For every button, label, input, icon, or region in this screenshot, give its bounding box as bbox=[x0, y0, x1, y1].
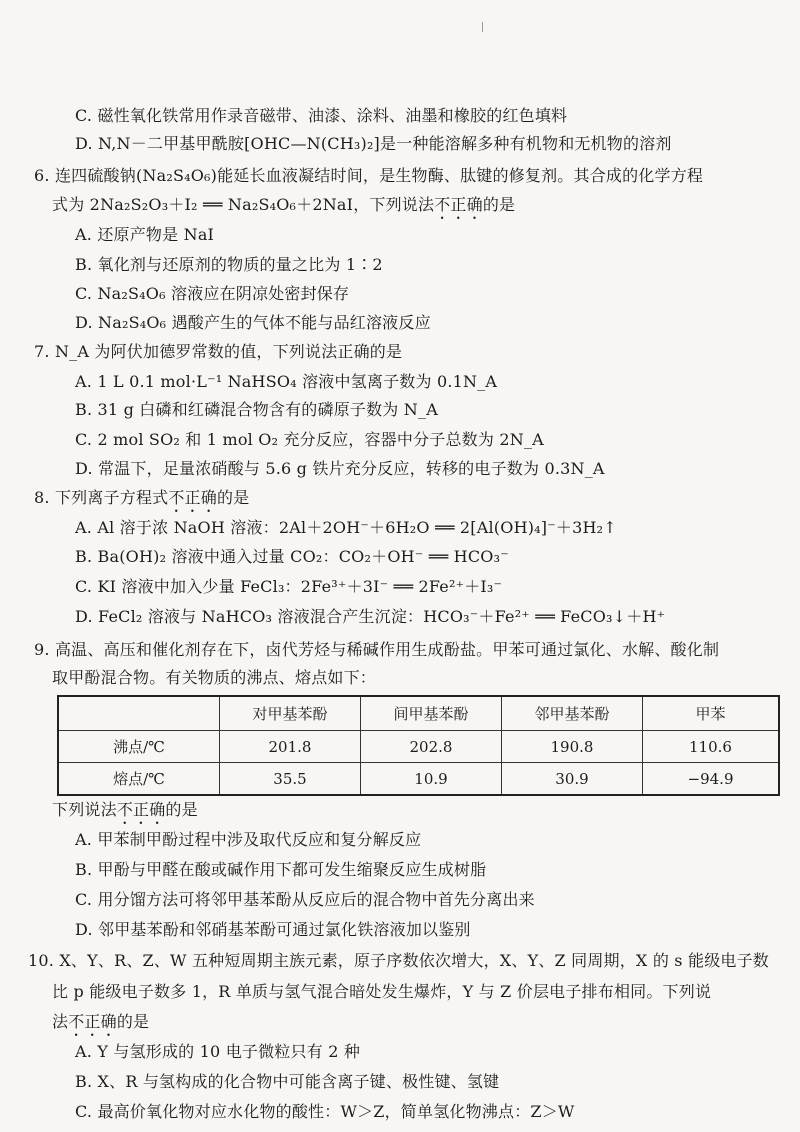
prev-option-d: D. N,N－二甲基甲酰胺[OHC—N(CH₃)₂]是一种能溶解多种有机物和无机物的溶剂 bbox=[75, 134, 672, 153]
q9-stem-suffix: 的是 bbox=[165, 800, 198, 819]
table-header-cell: 甲苯 bbox=[643, 696, 780, 731]
q6-stem-prefix: 式为 2Na₂S₂O₃＋I₂ ══ Na₂S₄O₆＋2NaI，下列说法 bbox=[52, 195, 435, 214]
table-header-cell: 邻甲基苯酚 bbox=[502, 696, 643, 731]
q9-stem-line2: 取甲酚混合物。有关物质的沸点、熔点如下： bbox=[52, 668, 377, 687]
q8-stem bbox=[34, 487, 249, 516]
table-header-cell: 间甲基苯酚 bbox=[361, 696, 502, 731]
q7-option-d: D. 常温下，足量浓硝酸与 5.6 g 铁片充分反应，转移的电子数为 0.3N_A bbox=[75, 459, 605, 478]
table-header-row bbox=[58, 696, 779, 731]
q8-stem-prefix: 8. 下列离子方程式 bbox=[34, 488, 169, 507]
q9-option-b: B. 甲酚与甲醛在酸或碱作用下都可发生缩聚反应生成树脂 bbox=[75, 860, 487, 879]
q8-option-a: A. Al 溶于浓 NaOH 溶液：2Al＋2OH⁻＋6H₂O ══ 2[Al(OH)₄]⁻＋3H₂↑ bbox=[75, 518, 617, 537]
q6-stem-suffix: 的是 bbox=[482, 195, 516, 214]
table-cell: 190.8 bbox=[502, 731, 643, 763]
table-cell: 202.8 bbox=[361, 731, 502, 763]
table-row bbox=[58, 763, 779, 796]
table-row-label: 熔点/℃ bbox=[58, 763, 220, 796]
q6-option-a: A. 还原产物是 NaI bbox=[75, 225, 215, 244]
q6-option-b: B. 氧化剂与还原剂的物质的量之比为 1∶2 bbox=[75, 255, 383, 274]
q6-option-d: D. Na₂S₄O₆ 遇酸产生的气体不能与品红溶液反应 bbox=[75, 313, 431, 332]
q9-stem-prefix: 下列说法 bbox=[52, 800, 117, 819]
q7-option-c: C. 2 mol SO₂ 和 1 mol O₂ 充分反应，容器中分子总数为 2N_A bbox=[75, 430, 544, 449]
prev-option-c: C. 磁性氧化铁常用作录音磁带、油漆、涂料、油墨和橡胶的红色填料 bbox=[75, 106, 568, 125]
q10-stem-line1: 10. X、Y、R、Z、W 五种短周期主族元素，原子序数依次增大，X、Y、Z 同周期，X 的 s 能级电子数 bbox=[28, 951, 769, 970]
table-row-label: 沸点/℃ bbox=[58, 731, 220, 763]
q6-stem-line1: 6. 连四硫酸钠(Na₂S₄O₆)能延长血液凝结时间，是生物酶、肽键的修复剂。其合成的化学方程 bbox=[34, 166, 704, 185]
q8-option-d: D. FeCl₂ 溶液与 NaHCO₃ 溶液混合产生沉淀：HCO₃⁻＋Fe²⁺ ══ FeCO₃↓＋H⁺ bbox=[75, 607, 666, 626]
q7-option-b: B. 31 g 白磷和红磷混合物含有的磷原子数为 N_A bbox=[75, 400, 438, 419]
q9-option-a: A. 甲苯制甲酚过程中涉及取代反应和复分解反应 bbox=[75, 830, 422, 849]
q6-stem-line2 bbox=[52, 194, 515, 223]
table-cell: 30.9 bbox=[502, 763, 643, 796]
q9-stem-line1: 9. 高温、高压和催化剂存在下，卤代芳烃与稀碱作用生成酚盐。甲苯可通过氯化、水解、酸化制 bbox=[34, 640, 720, 659]
q10-option-b: B. X、R 与氢构成的化合物中可能含离子键、极性键、氢键 bbox=[75, 1072, 500, 1091]
q10-option-a: A. Y 与氢形成的 10 电子微粒只有 2 种 bbox=[75, 1042, 361, 1061]
q8-option-c: C. KI 溶液中加入少量 FeCl₃：2Fe³⁺＋3I⁻ ══ 2Fe²⁺＋I₃⁻ bbox=[75, 577, 503, 596]
table-header-cell bbox=[58, 696, 220, 731]
q8-option-b: B. Ba(OH)₂ 溶液中通入过量 CO₂：CO₂＋OH⁻ ══ HCO₃⁻ bbox=[75, 547, 509, 566]
table-cell: 10.9 bbox=[361, 763, 502, 796]
q10-stem-suffix: 的是 bbox=[116, 1012, 150, 1031]
q8-stem-suffix: 的是 bbox=[216, 488, 250, 507]
q6-option-c: C. Na₂S₄O₆ 溶液应在阴凉处密封保存 bbox=[75, 284, 350, 303]
scan-mark bbox=[482, 22, 483, 32]
q10-option-c: C. 最高价氧化物对应水化物的酸性：W＞Z，简单氢化物沸点：Z＞W bbox=[75, 1102, 575, 1121]
q8-emphasis: 不正确 bbox=[168, 488, 217, 507]
q10-stem-line3 bbox=[52, 1011, 149, 1040]
q10-emphasis: 不正确 bbox=[68, 1012, 117, 1031]
q9-emphasis: 不正确 bbox=[116, 800, 166, 819]
q9-option-d: D. 邻甲基苯酚和邻硝基苯酚可通过氯化铁溶液加以鉴别 bbox=[75, 920, 471, 939]
table-cell: 201.8 bbox=[220, 731, 361, 763]
q10-stem-prefix: 法 bbox=[52, 1012, 69, 1031]
table-row bbox=[58, 731, 779, 763]
table-cell: 35.5 bbox=[220, 763, 361, 796]
q10-stem-line2: 比 p 能级电子数多 1，R 单质与氢气混合暗处发生爆炸，Y 与 Z 价层电子排布相同。下列说 bbox=[52, 982, 712, 1001]
properties-table bbox=[57, 695, 780, 796]
table-cell: 110.6 bbox=[643, 731, 780, 763]
q9-stem-question bbox=[52, 799, 198, 828]
table-cell: −94.9 bbox=[643, 763, 780, 796]
q9-option-c: C. 用分馏方法可将邻甲基苯酚从反应后的混合物中首先分离出来 bbox=[75, 890, 535, 909]
table-header-cell: 对甲基苯酚 bbox=[220, 696, 361, 731]
q6-emphasis: 不正确 bbox=[434, 195, 483, 214]
q7-stem: 7. N_A 为阿伏加德罗常数的值，下列说法正确的是 bbox=[34, 342, 403, 361]
q7-option-a: A. 1 L 0.1 mol·L⁻¹ NaHSO₄ 溶液中氢离子数为 0.1N_A bbox=[75, 372, 498, 391]
